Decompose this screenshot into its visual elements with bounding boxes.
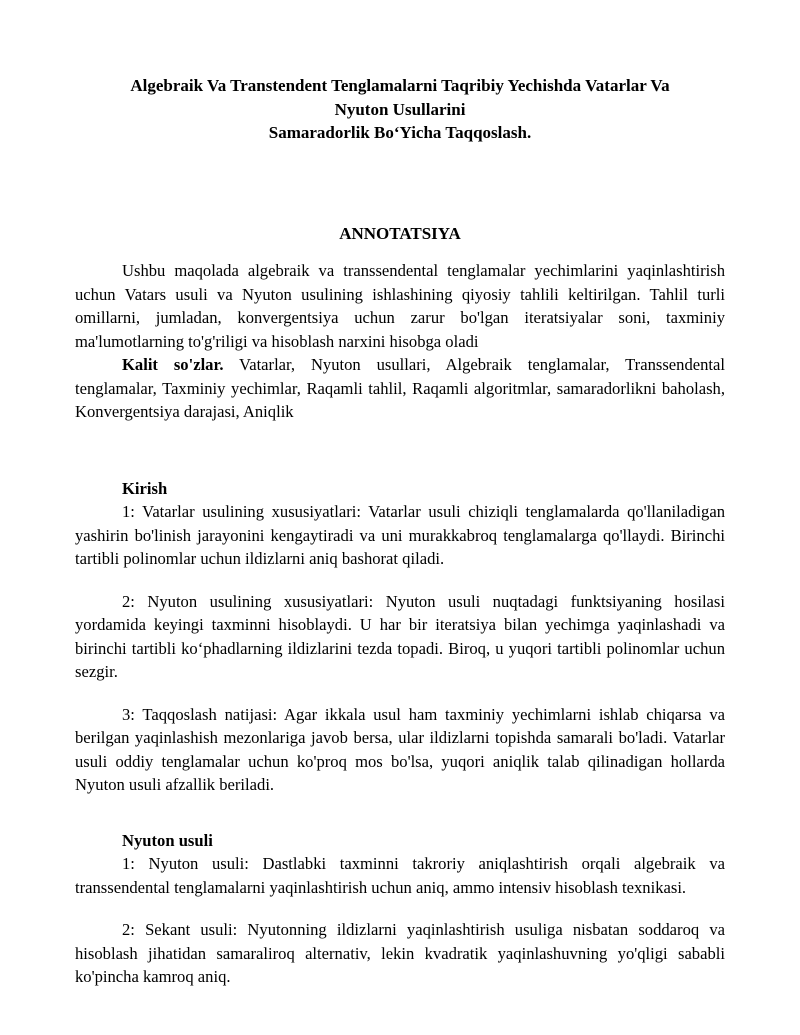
title-line-1: Algebraik Va Transtendent Tenglamalarni Taqribiy Yechishda Vatarlar Va — [130, 76, 670, 96]
keywords-text: Vatarlar, Nyuton usullari, Algebraik tenglamalar, Transsendental tenglamalar, Taxminiy yechimlar, Raqamli tahlil, Raqamli algoritmlar, samaradorlikni baholash, Konvergentsiya darajasi, Aniqlik — [75, 355, 725, 422]
title-line-2: Nyuton Usullarini — [334, 99, 466, 119]
kirish-paragraph-2: 2: Nyuton usulining xususiyatlari: Nyuton usuli nuqtadagi funktsiyaning hosilasi yordamida keyingi taxminni hisoblaydi. U har bir iteratsiya bilan yechimga yaqinlashadi va birinchi tartibli koʻphadlarning ildizlarini tezda topadi. Biroq, u yuqori tartibli polinomlar uchun sezgir. — [75, 591, 725, 682]
nyuton-paragraph-2: 2: Sekant usuli: Nyutonning ildizlarni yaqinlashtirish usuliga nisbatan soddaroq va hisoblash jihatidan samaraliroq alternativ, lekin kvadratik yaqinlashuvning yo'qligi sababli ko'pincha kamroq aniq. — [75, 920, 725, 987]
annotation-heading: ANNOTATSIYA — [339, 223, 461, 243]
annotation-paragraph: Ushbu maqolada algebraik va transsendental tenglamalar yechimlarini yaqinlashtirish uchun Vatars usuli va Nyuton usulining ishlashining qiyosiy tahlili keltirilgan. Tahlil turli omillarni, jumladan, konvergentsiya uchun zarur bo'lgan iteratsiyalar soni, taxminiy ma'lumotlarning to'g'riligi va hisoblash narxini hisobga oladi — [75, 261, 725, 351]
section-nyuton-heading: Nyuton usuli — [122, 830, 213, 850]
section-kirish-heading: Kirish — [122, 478, 168, 498]
document-title — [75, 74, 725, 145]
kirish-paragraph-1: 1: Vatarlar usulining xususiyatlari: Vatarlar usuli chiziqli tenglamalarda qo'llaniladigan yashirin bo'linish jarayonini kengaytiradi va uni murakkabroq tenglamalarga qo'llaydi. Birinchi tartibli polinomlar uchun ildizlarni aniq bashorat qiladi. — [75, 502, 725, 569]
kirish-paragraph-3: 3: Taqqoslash natijasi: Agar ikkala usul ham taxminiy yechimlarni ishlab chiqarsa va berilgan yaqinlashish mezonlariga javob bersa, ular ildizlarni topishda samarali bo'ladi. Vatarlar usuli oddiy tenglamalar uchun ko'proq mos bo'lsa, yuqori aniqlik talab qilinadigan hollarda Nyuton usuli afzallik beriladi. — [75, 704, 725, 795]
section-nyuton-usuli — [75, 829, 725, 989]
section-kirish — [75, 477, 725, 797]
keywords-label: Kalit so'zlar. — [122, 355, 224, 375]
keywords-paragraph — [75, 353, 725, 424]
title-line-3: Samaradorlik BoʻYicha Taqqoslash. — [268, 123, 532, 143]
nyuton-paragraph-1: 1: Nyuton usuli: Dastlabki taxminni takroriy aniqlashtirish orqali algebraik va transsendental tenglamalarni yaqinlashtirish uchun aniq, ammo intensiv hisoblash texnikasi. — [75, 854, 725, 897]
